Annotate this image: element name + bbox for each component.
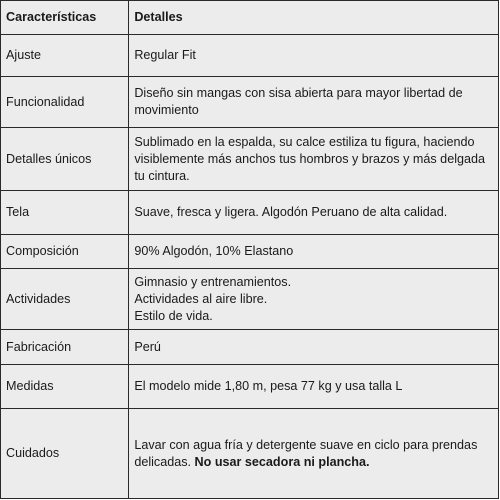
row-value-tela (129, 191, 499, 235)
row-value-composicion (129, 235, 499, 269)
table-row-tela (1, 191, 499, 235)
row-value-actividades (129, 269, 499, 330)
row-value-detalles-unicos (129, 128, 499, 191)
row-value-ajuste (129, 35, 499, 77)
table-row-cuidados (1, 409, 499, 499)
row-label-funcionalidad: Funcionalidad (1, 77, 129, 128)
table-row-medidas (1, 365, 499, 409)
row-value-fabricacion (129, 330, 499, 365)
row-value-funcionalidad (129, 77, 499, 128)
row-label-cuidados: Cuidados (1, 409, 129, 499)
row-label-fabricacion: Fabricación (1, 330, 129, 365)
tela-text: Suave, fresca y ligera. Algodón Peruano de alta calidad. (134, 205, 448, 219)
row-label-ajuste: Ajuste (1, 35, 129, 77)
ajuste-text: Regular Fit (134, 48, 196, 62)
table-row-ajuste (1, 35, 499, 77)
row-value-cuidados (129, 409, 499, 499)
actividades-line-1: Gimnasio y entrenamientos. (134, 274, 292, 289)
table-row-funcionalidad (1, 77, 499, 128)
header-detalles: Detalles (129, 1, 499, 35)
composicion-text: 90% Algodón, 10% Elastano (134, 244, 294, 258)
medidas-text: El modelo mide 1,80 m, pesa 77 kg y usa talla L (134, 379, 403, 393)
cuidados-warning: No usar secadora ni plancha. (194, 454, 370, 469)
fabricacion-text: Perú (134, 339, 161, 354)
row-label-medidas: Medidas (1, 365, 129, 409)
table-row-fabricacion (1, 330, 499, 365)
row-label-actividades: Actividades (1, 269, 129, 330)
table-row-actividades (1, 269, 499, 330)
row-label-tela: Tela (1, 191, 129, 235)
row-label-detalles-unicos: Detalles únicos (1, 128, 129, 191)
table-row-detalles-unicos (1, 128, 499, 191)
row-value-medidas (129, 365, 499, 409)
actividades-line-3: Estilo de vida. (134, 308, 213, 323)
header-caracteristicas: Características (1, 1, 129, 35)
actividades-line-2: Actividades al aire libre. (134, 291, 268, 306)
row-label-composicion: Composición (1, 235, 129, 269)
table-header-row (1, 1, 499, 35)
detalles-unicos-text: Sublimado en la espalda, su calce estiliza tu figura, haciendo visiblemente más anchos tus hombros y brazos y más delgada tu cintura. (134, 134, 486, 183)
table-row-composicion (1, 235, 499, 269)
funcionalidad-text: Diseño sin mangas con sisa abierta para mayor libertad de movimiento (134, 86, 463, 117)
cuidados-text: Lavar con agua fría y detergente suave en ciclo para prendas delicadas. (134, 437, 478, 469)
